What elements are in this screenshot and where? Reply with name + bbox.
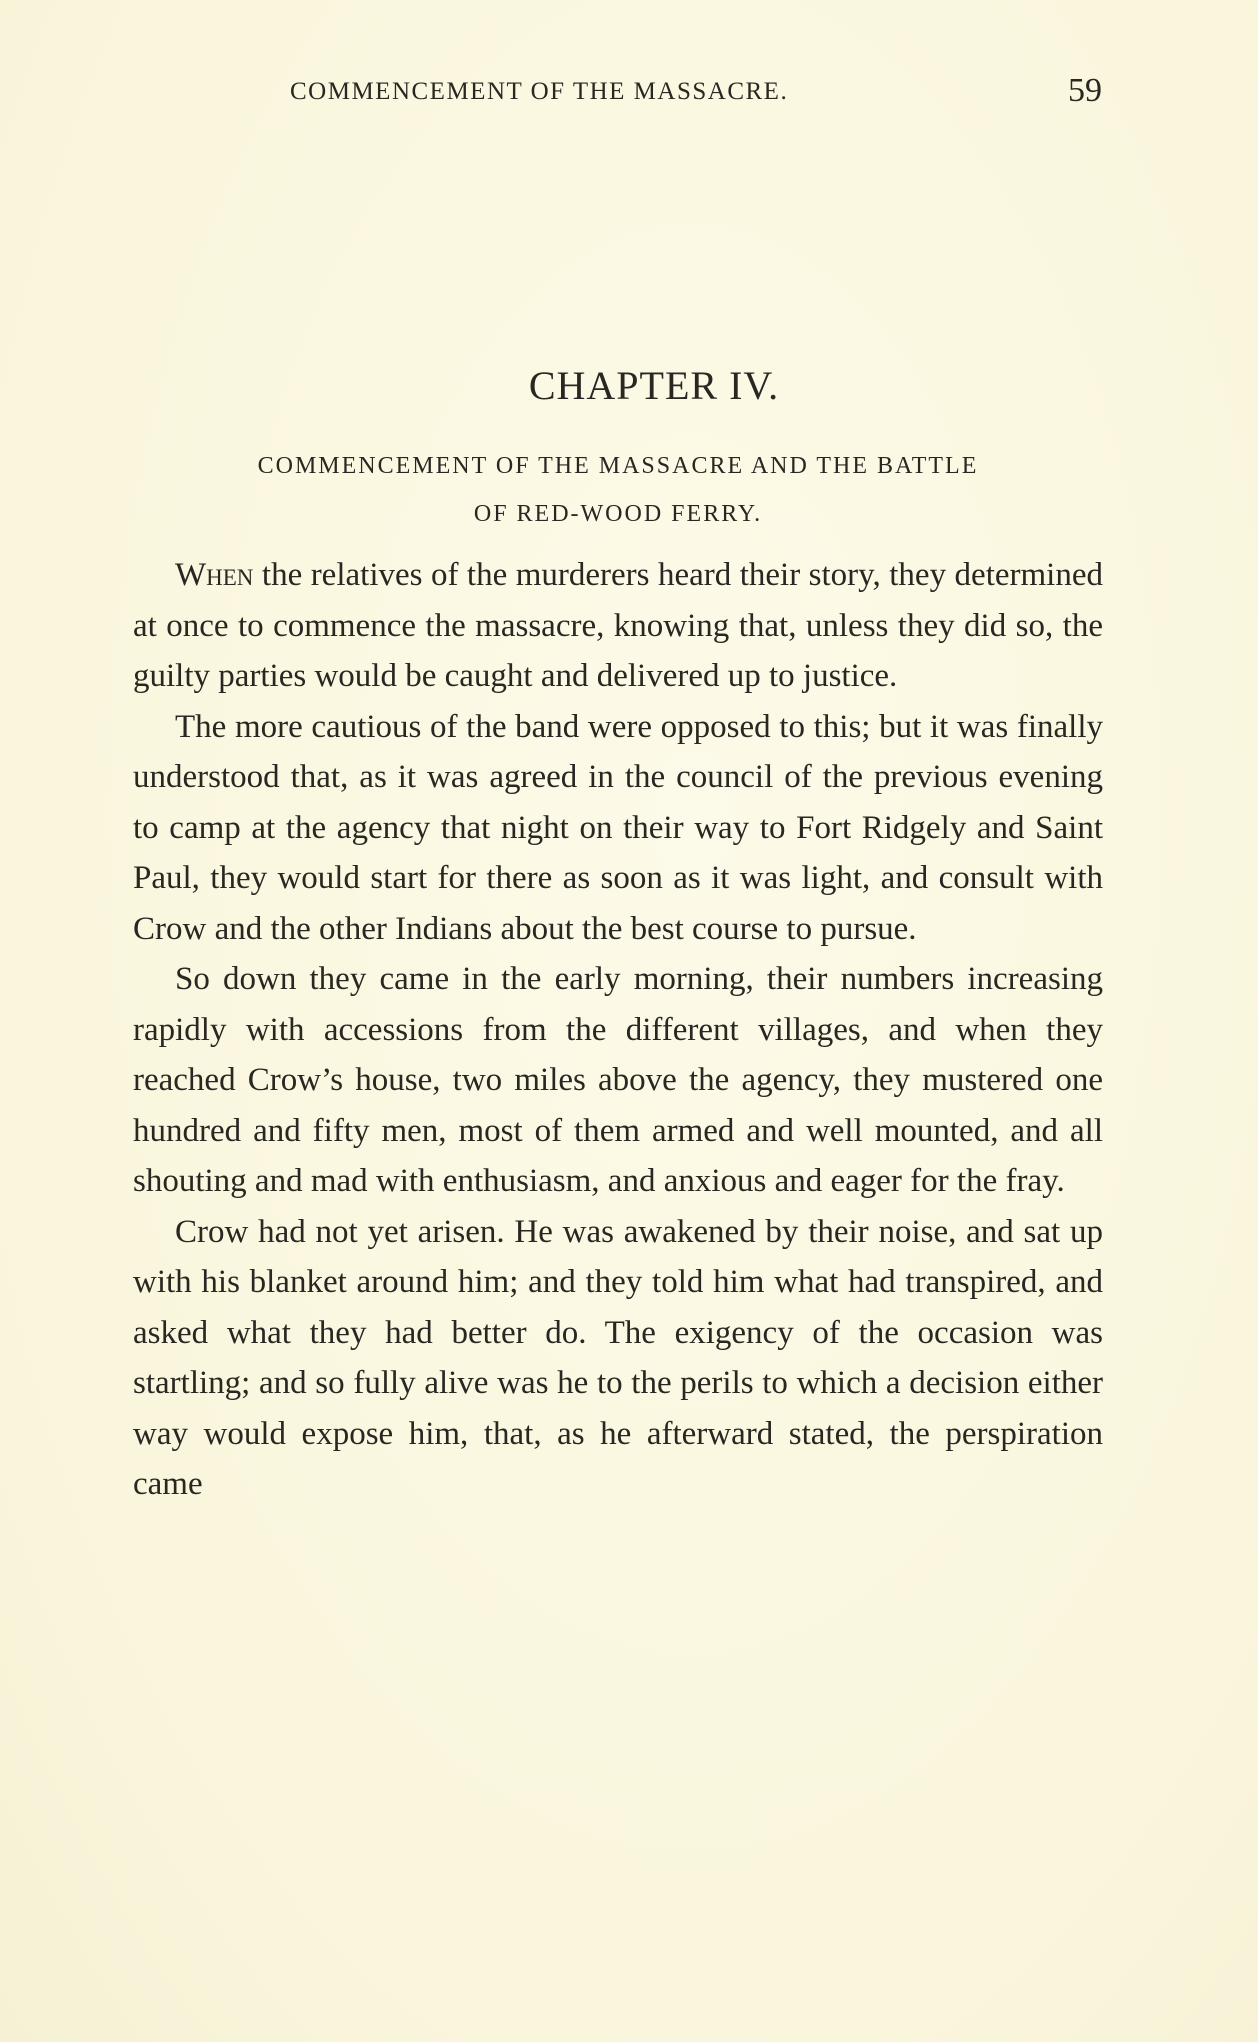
chapter-title: CHAPTER IV. bbox=[528, 363, 780, 408]
paragraph-1-text: the relatives of the murderers heard their story, they determined at once to commence the massacre, knowing that, unless they did so, the guilty parties would be caught and delivered up to justice. bbox=[133, 557, 1103, 694]
paragraph-1-lead-word: When bbox=[175, 557, 254, 593]
paragraph-1 bbox=[133, 550, 1103, 702]
running-head bbox=[290, 72, 1102, 118]
chapter-subtitle-line-2: OF RED-WOOD FERRY. bbox=[473, 501, 763, 527]
page-number: 59 bbox=[1068, 72, 1102, 109]
running-head-title: COMMENCEMENT OF THE MASSACRE. bbox=[290, 78, 789, 105]
paragraph-4: Crow had not yet arisen. He was awakened by their noise, and sat up with his blanket around him; and they told him what had transpired, and asked what they had better do. The exigency of the occasion was startling; and so fully alive was he to the perils to which a decision either way would expose him, that, as he afterward stated, the perspiration came bbox=[133, 1213, 1103, 1502]
paragraph-2: The more cautious of the band were opposed to this; but it was finally understood that, as it was agreed in the council of the previous evening to camp at the agency that night on their way to Fort Ridgely and Saint Paul, they would start for there as soon as it was light, and consult with Crow and the other Indians about the best course to pursue. bbox=[133, 708, 1103, 947]
chapter-subtitle bbox=[133, 442, 1103, 538]
chapter-subtitle-line-1: COMMENCEMENT OF THE MASSACRE AND THE BATTLE bbox=[257, 453, 979, 479]
body-text bbox=[133, 550, 1103, 1510]
paragraph-3: So down they came in the early morning, their numbers increasing rapidly with accessions from the different villages, and when they reached Crow’s house, two miles above the agency, they mustered one hundred and fifty men, most of them armed and well mounted, and all shouting and mad with enthusiasm, and anxious and eager for the fray. bbox=[133, 961, 1103, 1199]
